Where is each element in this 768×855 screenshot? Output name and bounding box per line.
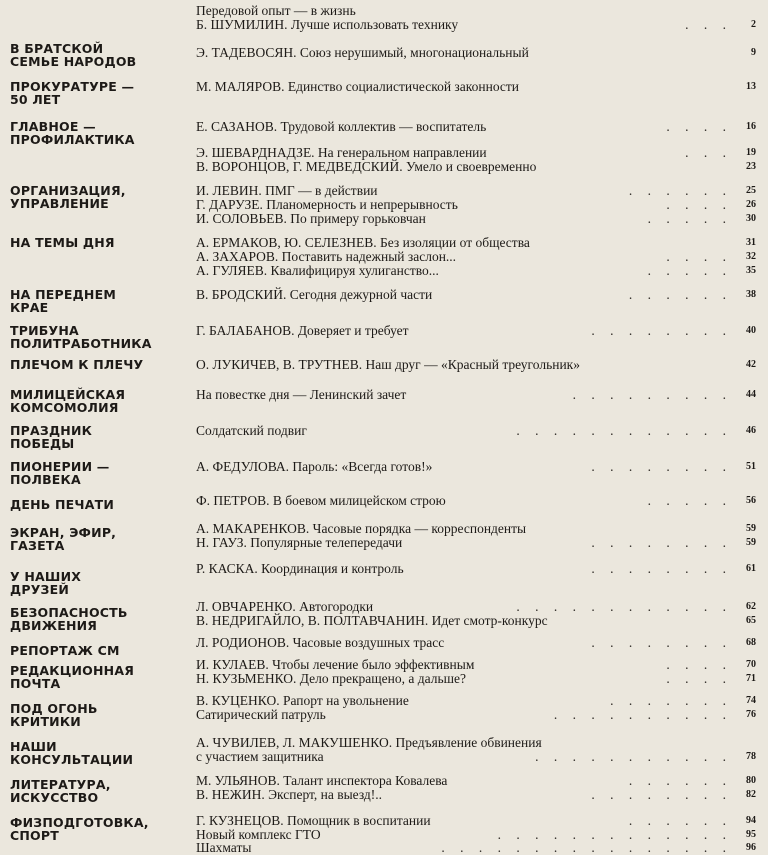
section-heading: РЕПОРТАЖ СМ bbox=[10, 643, 120, 658]
page-number: 68 bbox=[746, 637, 756, 648]
toc-entry bbox=[196, 236, 756, 250]
page-number: 2 bbox=[751, 19, 756, 30]
entry-title: М. МАЛЯРОВ. Единство социалистической законности bbox=[196, 79, 520, 94]
toc-entry: Н. ГАУЗ. Популярные телепередачи . . . . . . . . 59 bbox=[196, 535, 756, 550]
toc-entry: Е. САЗАНОВ. Трудовой коллектив — воспитатель . . . . 16 bbox=[196, 119, 756, 134]
page-number: 16 bbox=[746, 121, 756, 132]
toc-entry: В. НЕЖИН. Эксперт, на выезд!.. . . . . . . . . 82 bbox=[196, 787, 756, 802]
section-heading: РЕДАКЦИОННАЯ ПОЧТА bbox=[10, 663, 135, 691]
entry-title: с участием защитника bbox=[196, 749, 324, 764]
toc-entry: А. ФЕДУЛОВА. Пароль: «Всегда готов!» . . . . . . . . 51 bbox=[196, 459, 756, 474]
page-number: 78 bbox=[746, 751, 756, 762]
section-heading: В БРАТСКОЙ СЕМЬЕ НАРОДОВ bbox=[10, 41, 137, 69]
entry-title: Новый комплекс ГТО bbox=[196, 827, 321, 842]
toc-entry: с участием защитника . . . . . . . . . . . 78 bbox=[196, 749, 756, 764]
entry-title: Солдатский подвиг bbox=[196, 423, 307, 438]
entry-title: А. ЕРМАКОВ, Ю. СЕЛЕЗНЕВ. Без изоляции от общества bbox=[196, 235, 530, 250]
toc-entry: А. ГУЛЯЕВ. Квалифицируя хулиганство... . . . . . 35 bbox=[196, 263, 756, 278]
entry-title: А. ФЕДУЛОВА. Пароль: «Всегда готов!» bbox=[196, 459, 433, 474]
page-number: 25 bbox=[746, 185, 756, 196]
entry-title: Передовой опыт — в жизнь bbox=[196, 3, 356, 18]
page-number: 82 bbox=[746, 789, 756, 800]
entry-title: Г. КУЗНЕЦОВ. Помощник в воспитании bbox=[196, 813, 431, 828]
entry-title: На повестке дня — Ленинский зачет bbox=[196, 387, 407, 402]
entry-title: И. КУЛАЕВ. Чтобы лечение было эффективным bbox=[196, 657, 475, 672]
page-number: 42 bbox=[746, 359, 756, 370]
page-number: 65 bbox=[746, 615, 756, 626]
entry-title: И. СОЛОВЬЕВ. По примеру горьковчан bbox=[196, 211, 426, 226]
page-number: 51 bbox=[746, 461, 756, 472]
toc-entry bbox=[196, 160, 756, 174]
page-number: 23 bbox=[746, 161, 756, 172]
page-number: 80 bbox=[746, 775, 756, 786]
entry-title: Э. ТАДЕВОСЯН. Союз нерушимый, многонациональный bbox=[196, 45, 529, 60]
entry-title: Г. ДАРУЗЕ. Планомерность и непрерывность bbox=[196, 197, 458, 212]
toc-entry: И. ЛЕВИН. ПМГ — в действии . . . . . . 25 bbox=[196, 183, 756, 198]
toc-entry: Ф. ПЕТРОВ. В боевом милицейском строю . . . . . 56 bbox=[196, 493, 756, 508]
entry-title: Р. КАСКА. Координация и контроль bbox=[196, 561, 404, 576]
toc-entry bbox=[196, 80, 756, 94]
entry-title: Сатирический патруль bbox=[196, 707, 326, 722]
entry-title: Н. ГАУЗ. Популярные телепередачи bbox=[196, 535, 403, 550]
toc-entry: Л. ОВЧАРЕНКО. Автогородки . . . . . . . . . . . . 62 bbox=[196, 599, 756, 614]
section-heading: БЕЗОПАСНОСТЬ ДВИЖЕНИЯ bbox=[10, 605, 128, 633]
entry-title: В. КУЦЕНКО. Рапорт на увольнение bbox=[196, 693, 409, 708]
toc-entry: Б. ШУМИЛИН. Лучше использовать технику . . . 2 bbox=[196, 17, 756, 32]
section-heading: У НАШИХ ДРУЗЕЙ bbox=[10, 569, 82, 597]
section-heading: ГЛАВНОЕ — ПРОФИЛАКТИКА bbox=[10, 119, 135, 147]
page-number: 38 bbox=[746, 289, 756, 300]
entry-title: Э. ШЕВАРДНАДЗЕ. На генеральном направлении bbox=[196, 145, 487, 160]
toc-entry bbox=[196, 614, 756, 628]
page-number: 61 bbox=[746, 563, 756, 574]
page-number: 95 bbox=[746, 829, 756, 840]
section-heading: ПОД ОГОНЬ КРИТИКИ bbox=[10, 701, 98, 729]
entry-title: В. ВОРОНЦОВ, Г. МЕДВЕДСКИЙ. Умело и своевременно bbox=[196, 159, 537, 174]
toc-entry: В. БРОДСКИЙ. Сегодня дежурной части . . . . . . 38 bbox=[196, 287, 756, 302]
page-number: 13 bbox=[746, 81, 756, 92]
page-number: 76 bbox=[746, 709, 756, 720]
entry-title: Н. КУЗЬМЕНКО. Дело прекращено, а дальше? bbox=[196, 671, 466, 686]
toc-entry: Р. КАСКА. Координация и контроль . . . . . . . . 61 bbox=[196, 561, 756, 576]
toc-entry: Новый комплекс ГТО . . . . . . . . . . . . . 95 bbox=[196, 827, 756, 842]
toc-entry: И. СОЛОВЬЕВ. По примеру горьковчан . . . . . 30 bbox=[196, 211, 756, 226]
entry-title: А. ЗАХАРОВ. Поставить надежный заслон... bbox=[196, 249, 457, 264]
entry-title: В. НЕДРИГАЙЛО, В. ПОЛТАВЧАНИН. Идет смотр-конкурс bbox=[196, 613, 548, 628]
page-number: 9 bbox=[751, 47, 756, 58]
page-number: 59 bbox=[746, 537, 756, 548]
toc-entry: Шахматы . . . . . . . . . . . . . . . . 96 bbox=[196, 840, 756, 855]
toc-entry: Н. КУЗЬМЕНКО. Дело прекращено, а дальше? . . . . 71 bbox=[196, 671, 756, 686]
page-number: 31 bbox=[746, 237, 756, 248]
toc-entry bbox=[196, 46, 756, 60]
section-heading: ТРИБУНА ПОЛИТРАБОТНИКА bbox=[10, 323, 152, 351]
page-number: 46 bbox=[746, 425, 756, 436]
section-heading: ДЕНЬ ПЕЧАТИ bbox=[10, 497, 114, 512]
entry-title: Ф. ПЕТРОВ. В боевом милицейском строю bbox=[196, 493, 446, 508]
toc-entry: Солдатский подвиг . . . . . . . . . . . . 46 bbox=[196, 423, 756, 438]
page-number: 70 bbox=[746, 659, 756, 670]
page-number: 56 bbox=[746, 495, 756, 506]
toc-entry bbox=[196, 4, 756, 18]
section-heading: НАШИ КОНСУЛЬТАЦИИ bbox=[10, 739, 134, 767]
entry-title: А. МАКАРЕНКОВ. Часовые порядка — корреспонденты bbox=[196, 521, 527, 536]
page-number: 44 bbox=[746, 389, 756, 400]
toc-entry bbox=[196, 736, 756, 750]
toc-entry: И. КУЛАЕВ. Чтобы лечение было эффективным . . . . 70 bbox=[196, 657, 756, 672]
toc-entry: Э. ШЕВАРДНАДЗЕ. На генеральном направлении . . . 19 bbox=[196, 145, 756, 160]
entry-title: А. ЧУВИЛЕВ, Л. МАКУШЕНКО. Предъявление обвинения bbox=[196, 735, 542, 750]
toc-entry: А. ЗАХАРОВ. Поставить надежный заслон... . . . . 32 bbox=[196, 249, 756, 264]
page-number: 71 bbox=[746, 673, 756, 684]
entry-title: Г. БАЛАБАНОВ. Доверяет и требует bbox=[196, 323, 409, 338]
section-heading: ПЛЕЧОМ К ПЛЕЧУ bbox=[10, 357, 144, 372]
page-number: 35 bbox=[746, 265, 756, 276]
entry-title: О. ЛУКИЧЕВ, В. ТРУТНЕВ. Наш друг — «Красный треугольник» bbox=[196, 357, 580, 372]
toc-entry bbox=[196, 358, 756, 372]
entry-title: М. УЛЬЯНОВ. Талант инспектора Ковалева bbox=[196, 773, 448, 788]
section-heading: ОРГАНИЗАЦИЯ, УПРАВЛЕНИЕ bbox=[10, 183, 126, 211]
entry-title: В. НЕЖИН. Эксперт, на выезд!.. bbox=[196, 787, 383, 802]
toc-entry bbox=[196, 522, 756, 536]
toc-entry: Г. ДАРУЗЕ. Планомерность и непрерывность . . . . 26 bbox=[196, 197, 756, 212]
toc-entry: Г. БАЛАБАНОВ. Доверяет и требует . . . . . . . . 40 bbox=[196, 323, 756, 338]
page-number: 30 bbox=[746, 213, 756, 224]
page-number: 96 bbox=[746, 842, 756, 853]
entry-title: Б. ШУМИЛИН. Лучше использовать технику bbox=[196, 17, 459, 32]
section-heading: ЛИТЕРАТУРА, ИСКУССТВО bbox=[10, 777, 111, 805]
entry-title: Шахматы bbox=[196, 840, 252, 855]
toc-entry: На повестке дня — Ленинский зачет . . . . . . . . . 44 bbox=[196, 387, 756, 402]
entry-title: И. ЛЕВИН. ПМГ — в действии bbox=[196, 183, 378, 198]
toc-entry: Г. КУЗНЕЦОВ. Помощник в воспитании . . . . . . 94 bbox=[196, 813, 756, 828]
section-heading: НА ПЕРЕДНЕМ КРАЕ bbox=[10, 287, 116, 315]
toc-entry: Сатирический патруль . . . . . . . . . . 76 bbox=[196, 707, 756, 722]
page-number: 32 bbox=[746, 251, 756, 262]
toc-entry: Л. РОДИОНОВ. Часовые воздушных трасс . . . . . . . . 68 bbox=[196, 635, 756, 650]
entry-title: Е. САЗАНОВ. Трудовой коллектив — воспитатель bbox=[196, 119, 487, 134]
section-heading: ПРОКУРАТУРЕ — 50 ЛЕТ bbox=[10, 79, 135, 107]
toc-entry: В. КУЦЕНКО. Рапорт на увольнение . . . . . . . 74 bbox=[196, 693, 756, 708]
section-heading: ФИЗПОДГОТОВКА, СПОРТ bbox=[10, 815, 149, 843]
section-heading: МИЛИЦЕЙСКАЯ КОМСОМОЛИЯ bbox=[10, 387, 126, 415]
section-heading: ЭКРАН, ЭФИР, ГАЗЕТА bbox=[10, 525, 117, 553]
page-number: 40 bbox=[746, 325, 756, 336]
entry-title: Л. РОДИОНОВ. Часовые воздушных трасс bbox=[196, 635, 445, 650]
section-heading: НА ТЕМЫ ДНЯ bbox=[10, 235, 115, 250]
page-number: 94 bbox=[746, 815, 756, 826]
entry-title: В. БРОДСКИЙ. Сегодня дежурной части bbox=[196, 287, 433, 302]
page-number: 62 bbox=[746, 601, 756, 612]
page-number: 19 bbox=[746, 147, 756, 158]
page-number: 26 bbox=[746, 199, 756, 210]
entry-title: А. ГУЛЯЕВ. Квалифицируя хулиганство... bbox=[196, 263, 439, 278]
entry-title: Л. ОВЧАРЕНКО. Автогородки bbox=[196, 599, 374, 614]
page-number: 59 bbox=[746, 523, 756, 534]
toc-entry: М. УЛЬЯНОВ. Талант инспектора Ковалева . . . . . . 80 bbox=[196, 773, 756, 788]
section-heading: ПРАЗДНИК ПОБЕДЫ bbox=[10, 423, 93, 451]
section-heading: ПИОНЕРИИ — ПОЛВЕКА bbox=[10, 459, 110, 487]
page-number: 74 bbox=[746, 695, 756, 706]
